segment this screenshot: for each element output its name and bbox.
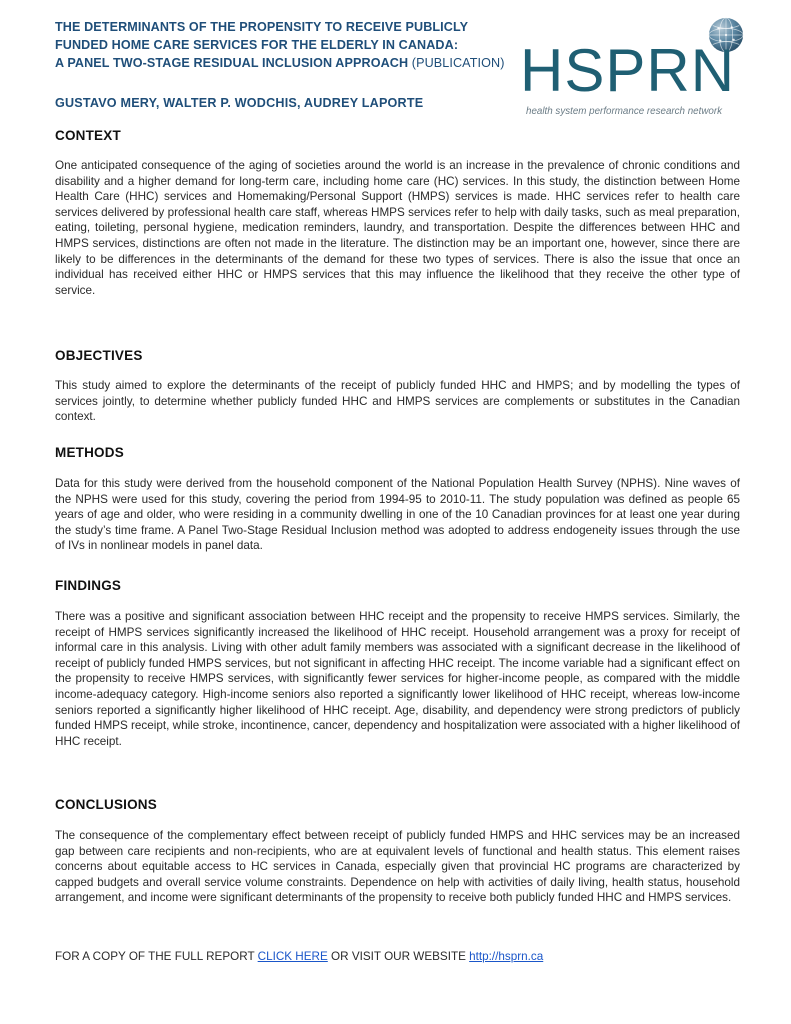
title-line-3 xyxy=(55,54,515,72)
findings-body: There was a positive and significant association between HHC receipt and the propensity to receive HMPS services. Similarly, the receipt of HMPS services significantly increased the likelihood of HHC receipt. Household arrangement was a proxy for receipt of informal care in this analysis. Living with other adult family members was associated with a significant decrease in the likelihood of receipt of publicly funded HMPS services, but not significant in affecting HHC receipt. The income variable had a significant effect on the propensity to receive HMPS services, with significantly fewer services for higher-income people, as compared with the middle income-adequacy category. High-income seniors also reported a significantly lower likelihood of HHC receipt, whereas low-income seniors reported a significantly higher likelihood of HHC receipt. Age, disability, and dependency were strong predictors of publicly funded HMPS receipt, while stroke, incontinence, cancer, dependency and hospitalization were associated with a higher likelihood of HHC receipt. xyxy=(55,610,740,748)
footer-middle: OR VISIT OUR WEBSITE xyxy=(327,950,470,963)
title-line-1: THE DETERMINANTS OF THE PROPENSITY TO RECEIVE PUBLICLY xyxy=(55,20,469,34)
findings-heading: FINDINGS xyxy=(55,578,122,593)
authors: GUSTAVO MERY, WALTER P. WODCHIS, AUDREY LAPORTE xyxy=(55,96,424,110)
footer-cta xyxy=(55,950,543,963)
publication-title xyxy=(55,18,515,72)
website-link[interactable]: http://hsprn.ca xyxy=(469,950,544,963)
hsprn-logo xyxy=(520,14,745,124)
context-heading: CONTEXT xyxy=(55,128,121,143)
objectives-heading: OBJECTIVES xyxy=(55,348,143,363)
conclusions-heading: CONCLUSIONS xyxy=(55,797,157,812)
full-report-link[interactable]: CLICK HERE xyxy=(257,950,328,963)
publication-tag: (PUBLICATION) xyxy=(408,56,505,70)
objectives-body: This study aimed to explore the determinants of the receipt of publicly funded HHC and HMPS; and by modelling the types of services jointly, to determine whether publicly funded HHC and HMPS services are complements or substitutes in the Canadian context. xyxy=(55,379,740,424)
logo-tagline: health system performance research network xyxy=(526,106,723,117)
methods-heading: METHODS xyxy=(55,445,124,460)
conclusions-body: The consequence of the complementary effect between receipt of publicly funded HMPS and HHC services may be an increased gap between care recipients and non-recipients, who are at equivalent levels of functional and health status. This element raises concerns about equitable access to HC services in Canada, especially given that provincial HC programs are characterized by capped budgets and overall service volume constraints. Dependence on help with activities of daily living, health status, household arrangement, and income were significant determinants of the propensity to receive both publicly funded HHC and HMPS services. xyxy=(55,829,740,905)
methods-body: Data for this study were derived from the household component of the National Population Health Survey (NPHS). Nine waves of the NPHS were used for this study, covering the period from 1994-95 to 2010-11. The study population was defined as people 65 years of age and older, who were residing in a community dwelling in one of the 10 Canadian provinces for at least one year during the study’s time frame. A Panel Two-Stage Residual Inclusion method was adopted to address endogeneity issues through the use of IVs in nonlinear models in panel data. xyxy=(55,477,740,553)
title-line-2: FUNDED HOME CARE SERVICES FOR THE ELDERLY IN CANADA: xyxy=(55,38,459,52)
footer-prefix: FOR A COPY OF THE FULL REPORT xyxy=(55,950,258,963)
title-line-3-text: A PANEL TWO-STAGE RESIDUAL INCLUSION APPROACH xyxy=(55,56,409,70)
context-body: One anticipated consequence of the aging of societies around the world is an increase in the prevalence of chronic conditions and disability and a higher demand for long-term care, including home care (HC) services. In this study, the distinction between Home Health Care (HHC) services and Homemaking/Personal Support (HMPS) services is made. HHC services refer to health care services delivered by professional health care staff, whereas HMPS services refer to help with daily tasks, such as meal preparation, eating, toileting, personal hygiene, medication reminders, laundry, and transportation. Despite the differences between HHC and HMPS services, distinctions are often not made in the literature. The distinction may be an important one, however, since there are likely to be differences in the determinants of the demand for these two types of services. There is also the issue that once an individual has received either HHC or HMPS services that this may influence the likelihood that they receive the other type of service. xyxy=(55,159,740,297)
logo-wordmark: HSPRN xyxy=(520,37,736,104)
